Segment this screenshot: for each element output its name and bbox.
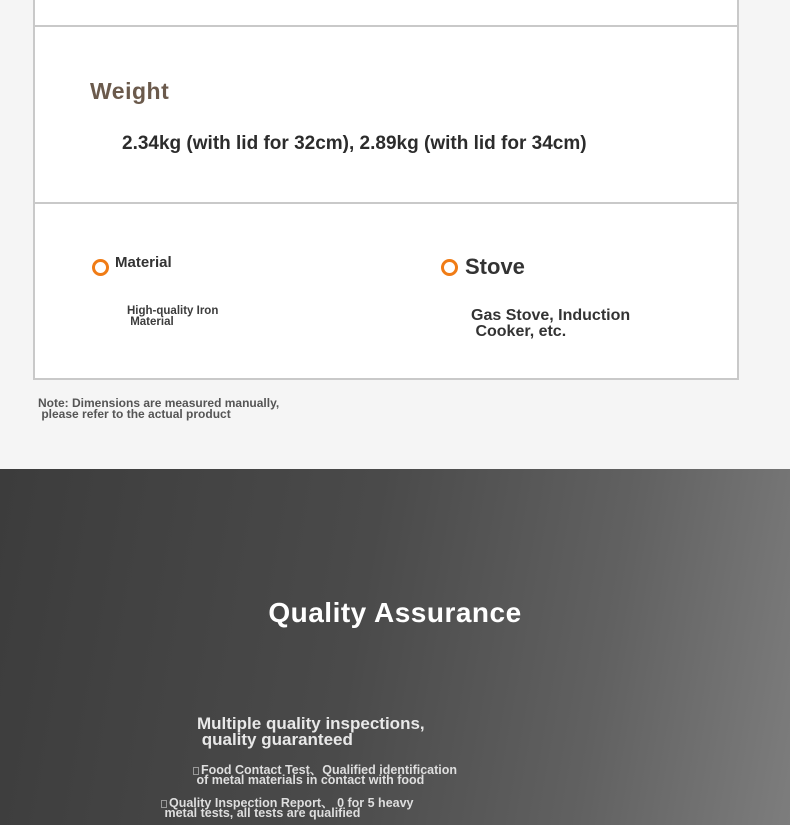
weight-value: 2.34kg (with lid for 32cm), 2.89kg (with lid for 34cm) [122, 133, 587, 154]
material-ring-icon [92, 259, 109, 276]
stove-ring-icon [441, 259, 458, 276]
quality-item [161, 798, 414, 818]
table-divider [35, 202, 737, 204]
material-value: High-quality Iron Material [127, 305, 219, 328]
quality-item-text: Quality Inspection Report、 0 for 5 heavy metal tests, all tests are qualified [164, 796, 414, 820]
quality-subtitle: Multiple quality inspections, quality guaranteed [197, 714, 425, 749]
quality-item-text: Food Contact Test、Qualified identification of metal materials in contact with food [196, 763, 458, 787]
measurement-note: Note: Dimensions are measured manually, please refer to the actual product [38, 396, 280, 421]
spec-table [33, 0, 739, 380]
quality-assurance-banner [0, 469, 790, 825]
quality-title: Quality Assurance [268, 597, 522, 628]
stove-label: Stove [465, 254, 525, 279]
quality-item [193, 765, 457, 785]
stove-value: Gas Stove, Induction Cooker, etc. [471, 307, 631, 340]
weight-label: Weight [90, 78, 170, 104]
material-label: Material [115, 254, 172, 271]
table-divider [35, 25, 737, 27]
